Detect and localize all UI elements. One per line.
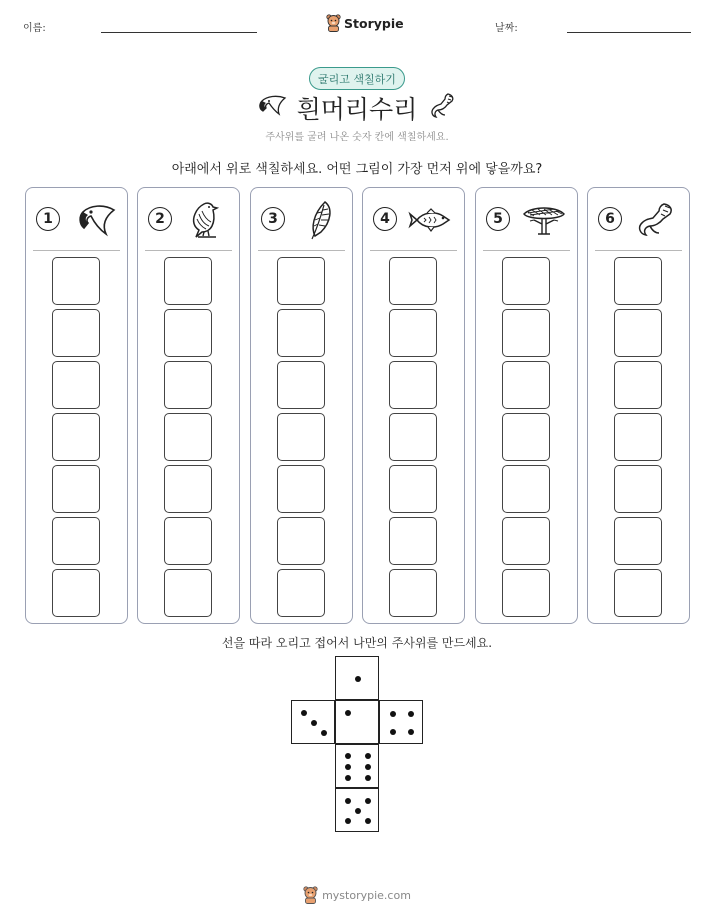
color-cell[interactable]: [502, 309, 550, 357]
talon-icon: [428, 91, 458, 121]
color-cell[interactable]: [614, 257, 662, 305]
dice-face-5: [335, 788, 379, 832]
dice-pip: [365, 775, 371, 781]
color-cell[interactable]: [164, 309, 212, 357]
column-header: [588, 188, 689, 250]
column-divider: [33, 250, 120, 251]
color-cell[interactable]: [389, 413, 437, 461]
column-1: [25, 187, 128, 624]
color-cell[interactable]: [614, 309, 662, 357]
dice-pip: [301, 710, 307, 716]
color-cell[interactable]: [164, 569, 212, 617]
dice-face-4: [379, 700, 423, 744]
column-header: [138, 188, 239, 250]
coloring-instruction: 아래에서 위로 색칠하세요. 어떤 그림이 가장 먼저 위에 닿을까요?: [171, 162, 543, 177]
color-cell[interactable]: [277, 465, 325, 513]
column-header: [476, 188, 577, 250]
date-label: 날짜:: [495, 23, 518, 34]
column-divider: [370, 250, 457, 251]
dice-face-1: [335, 656, 379, 700]
color-cell[interactable]: [502, 569, 550, 617]
color-cell[interactable]: [164, 413, 212, 461]
column-divider: [258, 250, 345, 251]
color-cell[interactable]: [164, 465, 212, 513]
brand-name: Storypie: [344, 15, 404, 31]
bear-mascot-icon: [326, 14, 341, 32]
nest-tree-icon: [520, 200, 568, 240]
perched-eagle-icon: [182, 200, 230, 240]
color-cell[interactable]: [389, 361, 437, 409]
color-cell[interactable]: [614, 569, 662, 617]
number-circle: 3: [261, 207, 285, 231]
color-cell[interactable]: [502, 257, 550, 305]
color-cell[interactable]: [52, 257, 100, 305]
column-divider: [483, 250, 570, 251]
color-cell[interactable]: [277, 517, 325, 565]
page-title: 흰머리수리: [296, 95, 418, 124]
column-6: [587, 187, 690, 624]
color-cell[interactable]: [277, 569, 325, 617]
color-cell[interactable]: [614, 361, 662, 409]
color-cell[interactable]: [389, 257, 437, 305]
fish-icon: [407, 200, 455, 240]
name-label: 이름:: [23, 23, 46, 34]
dice-pip: [355, 676, 361, 682]
dice-pip: [365, 753, 371, 759]
dice-pip: [355, 808, 361, 814]
footer: [0, 886, 714, 904]
number-circle: 6: [598, 207, 622, 231]
color-cell[interactable]: [614, 465, 662, 513]
dice-pip: [345, 753, 351, 759]
color-cell[interactable]: [52, 361, 100, 409]
color-cell[interactable]: [614, 517, 662, 565]
number-circle: 5: [486, 207, 510, 231]
number-circle: 2: [148, 207, 172, 231]
bear-mascot-icon: [303, 886, 318, 904]
color-cell[interactable]: [52, 465, 100, 513]
dice-pip: [408, 711, 414, 717]
dice-pip: [345, 775, 351, 781]
feather-icon: [295, 200, 343, 240]
dice-pip: [365, 818, 371, 824]
eagle-head-icon: [70, 200, 118, 240]
column-divider: [145, 250, 232, 251]
color-cell[interactable]: [52, 517, 100, 565]
activity-badge: 굴리고 색칠하기: [309, 67, 405, 90]
color-cell[interactable]: [502, 413, 550, 461]
color-cell[interactable]: [52, 413, 100, 461]
color-cell[interactable]: [277, 361, 325, 409]
color-cell[interactable]: [277, 309, 325, 357]
column-4: [362, 187, 465, 624]
number-circle: 1: [36, 207, 60, 231]
dice-instruction: 선을 따라 오리고 접어서 나만의 주사위를 만드세요.: [221, 636, 493, 650]
color-cell[interactable]: [52, 569, 100, 617]
color-cell[interactable]: [389, 569, 437, 617]
column-2: [137, 187, 240, 624]
number-circle: 4: [373, 207, 397, 231]
dice-pip: [390, 711, 396, 717]
page-subtitle: 주사위를 굴려 나온 숫자 칸에 색칠하세요.: [265, 132, 449, 143]
dice-face-1b: [335, 700, 379, 744]
color-cell[interactable]: [502, 517, 550, 565]
color-cell[interactable]: [614, 413, 662, 461]
dice-pip: [390, 729, 396, 735]
dice-pip: [311, 720, 317, 726]
dice-pip: [345, 798, 351, 804]
column-header: [363, 188, 464, 250]
color-cell[interactable]: [164, 517, 212, 565]
column-header: [26, 188, 127, 250]
color-cell[interactable]: [389, 465, 437, 513]
dice-pip: [365, 798, 371, 804]
dice-pip: [365, 764, 371, 770]
column-5: [475, 187, 578, 624]
color-cell[interactable]: [389, 309, 437, 357]
storypie-logo: [326, 12, 404, 34]
dice-pip: [345, 764, 351, 770]
color-cell[interactable]: [502, 465, 550, 513]
color-cell[interactable]: [277, 257, 325, 305]
column-divider: [595, 250, 682, 251]
color-cell[interactable]: [502, 361, 550, 409]
name-line: [101, 32, 257, 33]
column-header: [251, 188, 352, 250]
dice-face-6: [335, 744, 379, 788]
date-line: [567, 32, 691, 33]
dice-pip: [408, 729, 414, 735]
column-3: [250, 187, 353, 624]
dice-pip: [321, 730, 327, 736]
color-cell[interactable]: [389, 517, 437, 565]
footer-url[interactable]: mystorypie.com: [322, 888, 411, 902]
dice-face-3: [291, 700, 335, 744]
dice-pip: [345, 818, 351, 824]
dice-pip: [345, 710, 351, 716]
color-cell[interactable]: [52, 309, 100, 357]
color-cell[interactable]: [277, 413, 325, 461]
color-cell[interactable]: [164, 257, 212, 305]
color-cell[interactable]: [164, 361, 212, 409]
talon-icon: [632, 200, 680, 240]
